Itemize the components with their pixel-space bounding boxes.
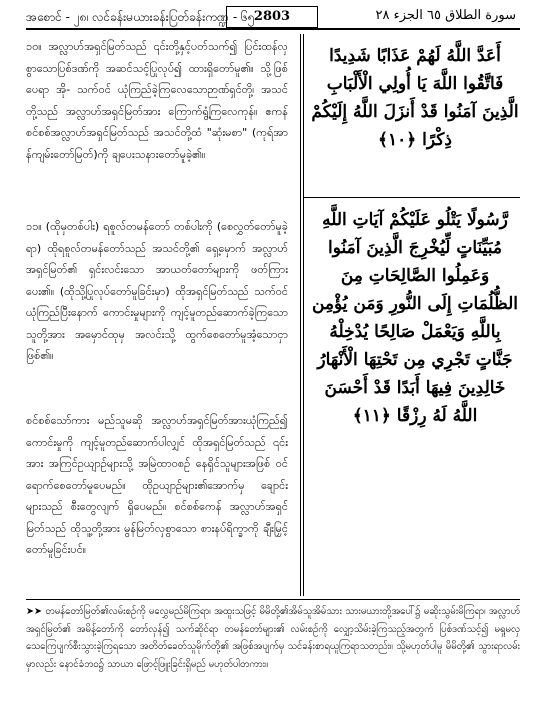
translation-verse-11-continued: စင်စစ်သော်ကား မည်သူမဆို အလ္လာဟ်အရှင်မြတ်အားယုံကြည်၍ ကောင်းမှုကို ကျင့်မူတည်ဆောက်ပါလျှင် ထိုအရှင်မြတ်သည် ၎င်းအား အကြင်ဥယျာဉ်များသို့ အမြဲထာဝစဉ် နေရှိင်သူများအဖြစ် ဝင်ရောက်စေတော်မူပေမည်။ ထိုဥယျာဉ်များ၏အောက်မှ ချောင်းများသည် စီးတွေလျက် ရှိပေမည်။ စင်စစ်ကေန် အလ္လာဟ်အရှင်မြတ်သည် ထိုသူ့တို့အား မွန်မြတ်လှစွာသော စားနပ်ရိက္ခာကို ချီးမြှင့်တော်မူခြင်းပင်။ xyxy=(26,414,288,556)
footnote-divider xyxy=(26,599,520,600)
verse-separator xyxy=(304,197,520,198)
header-chapter-title: အစောင် - ၂၈၊ လင်ခန်းမယားခန်းပြတ်ခန်းကဏ္ဍ - ၆၅ xyxy=(26,10,255,24)
translation-verse-10: ၁၀။ အလ္လာဟ်အရှင်မြတ်သည် ၎င်းတို့နှင့်ပတ်သက်၍ ပြင်းထန်လှစွာသောပြစ်ဒဏ်ကို အဆင်သင့်ပြုလုပ်၍ ထားရှိတော်မူ၏။ သို့ဖြစ်ပေရာ အို- သက်ဝင် ယုံကြည်ခဲ့ကြလေသောဉာဏ်ရှင်တို့၊ အသင်တို့သည် အလ္လာဟ်အရှင်မြတ်အား ကြောက်ရွံ့ကြလေကုန်။ ဧကန်စင်စစ်အလ္လာဟ်အရှင်မြတ်သည် အသင်တို့ထံ "ဆုံးမစာ" (ကုရ်အာန်ကျမ်းတော်မြတ်)ကို ချပေးသနားတော်မူခဲ့၏။ xyxy=(26,40,288,161)
header-surah-title: سورة الطلاق ٦٥ الجزء ٢٨ xyxy=(375,8,516,23)
page-number: 2803 xyxy=(226,6,318,28)
arabic-verse-10: أَعَدَّ اللَّهُ لَهُمْ عَذَابًا شَدِيدًا فَاتَّقُوا اللَّهَ يَا أُولِي الْأَلْبَابِ الَّذِينَ آمَنُوا قَدْ أَنزَلَ اللَّهُ إِلَيْكُمْ ذِكْرًا ﴿١٠﴾ xyxy=(311,46,519,150)
arabic-verse-11: رَّسُولًا يَتْلُو عَلَيْكُمْ آيَاتِ اللَّهِ مُبَيِّنَاتٍ لِّيُخْرِجَ الَّذِينَ آمَنُوا وَعَمِلُوا الصَّالِحَاتِ مِنَ الظُّلُمَاتِ إِلَى النُّورِ وَمَن يُؤْمِن بِاللَّهِ وَيَعْمَلْ صَالِحًا يُدْخِلْهُ جَنَّاتٍ تَجْرِي مِن تَحْتِهَا الْأَنْهَارُ خَالِدِينَ فِيهَا أَبَدًا قَدْ أَحْسَنَ اللَّهُ لَهُ رِزْقًا ﴿١١﴾ xyxy=(311,210,519,426)
translation-verse-11: ၁၁။ (ထိုမှတစ်ပါး) ရစူလ်တမန်တော် တစ်ပါးကို (စေလွှတ်တော်မူခဲ့ရာ) ထိုရစူလ်တမန်တော်သည် အသင်တို့၏ ရှေ့မှောက် အလ္လာဟ်အရှင်မြတ်၏ ရှင်းလင်းသော အာယတ်တော်များကို ဖတ်ကြားပေး၏။ (ထိုသို့ပြုလုပ်တော်မူခြင်းမှာ) ထိုအရှင်မြတ်သည် သက်ဝင်ယုံကြည်ပြီးနောက် ကောင်းမှုများကို ကျင့်မူတည်ဆောက်ခဲ့ကြသောသူတို့အား အမှောင်ထုမှ အလင်းသို့ ထွက်စေတော်မူအံ့သောငှာဖြစ်၏။ xyxy=(26,220,288,362)
footnote: ➤➤ တမန်တော်မြတ်၏လမ်းစဉ်ကို မလွှေမည်မိကြရာ၊ အထူးသဖြင့် မိမိတို့၏အိမ်သူအိမ်သား သားမယားတို့အပေါ်၌ မဆိုးသွမ်းမိကြရာ၊ အလ္လာဟ်အရှင်မြတ်၏ အမိန့်တော်ကို တော်လှန်၍ သက်ဆိုင်ရာ တမန်တော်များ၏ လမ်းစဉ်ကို လျှော့သိမ်းခဲ့ကြသည့်အတွက် ပြစ်ဒဏ်သင့်၍ မရှုမလှ သေကြေပျက်စီးသွားခဲ့ကြရသော အတိတ်ခေတ်သူမိုက်တို့၏ အဖြစ်အပျက်မှ သင်ခန်းစာရယူကြရာသတည်း။ သို့မဟုတ်ပါမူ မိမိတို့၏ သွားရာလမ်းမှာလည်း နောင်ခံဘဝ၌ သာယာ ဖြောင့်ဖြူးခြင်းရှိမည် မဟုတ်ပါတကား။ xyxy=(26,606,520,670)
translation-column xyxy=(26,36,288,561)
column-divider xyxy=(300,34,301,596)
page-header xyxy=(26,6,520,30)
column-divider-inner xyxy=(303,34,304,596)
